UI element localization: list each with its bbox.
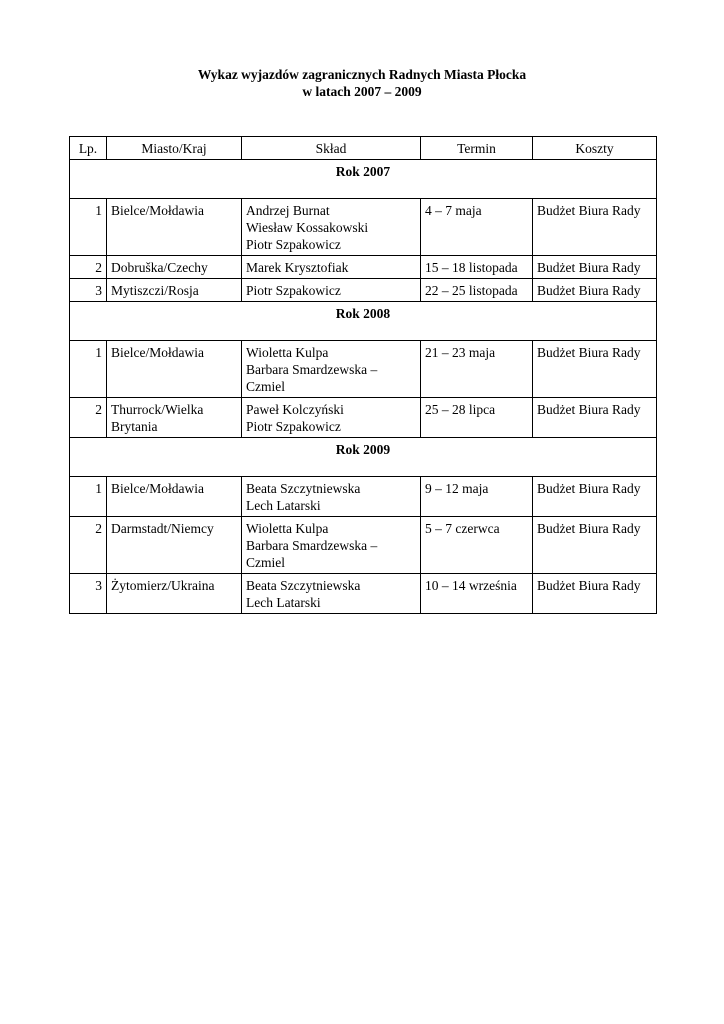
cell-city: Żytomierz/Ukraina (107, 574, 242, 614)
header-crew: Skład (242, 137, 421, 160)
header-term: Termin (421, 137, 533, 160)
crew-member: Andrzej Burnat (246, 203, 330, 218)
table-row (70, 517, 657, 574)
year-row (70, 438, 657, 477)
cell-city: Bielce/Mołdawia (107, 341, 242, 398)
cell-cost: Budżet Biura Rady (533, 574, 657, 614)
cell-crew (242, 517, 421, 574)
trips-table (69, 136, 657, 614)
cell-lp: 1 (70, 341, 107, 398)
cell-crew (242, 256, 421, 279)
year-heading: Rok 2009 (70, 438, 657, 477)
cell-city: Darmstadt/Niemcy (107, 517, 242, 574)
trips-body (70, 160, 657, 614)
cell-lp: 2 (70, 398, 107, 438)
crew-member: Beata Szczytniewska (246, 481, 361, 496)
header-lp: Lp. (70, 137, 107, 160)
cell-cost: Budżet Biura Rady (533, 398, 657, 438)
crew-member: Wioletta Kulpa (246, 345, 329, 360)
crew-member: Beata Szczytniewska (246, 578, 361, 593)
crew-member: Barbara Smardzewska – Czmiel (246, 362, 378, 394)
title-line-1: Wykaz wyjazdów zagranicznych Radnych Miasta Płocka (197, 67, 527, 82)
cell-term: 22 – 25 listopada (421, 279, 533, 302)
crew-member: Piotr Szpakowicz (246, 237, 341, 252)
header-cost: Koszty (533, 137, 657, 160)
year-row (70, 160, 657, 199)
year-row (70, 302, 657, 341)
cell-crew (242, 398, 421, 438)
cell-city: Dobruška/Czechy (107, 256, 242, 279)
cell-city: Mytiszczi/Rosja (107, 279, 242, 302)
crew-member: Piotr Szpakowicz (246, 419, 341, 434)
cell-lp: 1 (70, 477, 107, 517)
crew-member: Barbara Smardzewska – Czmiel (246, 538, 378, 570)
cell-city: Bielce/Mołdawia (107, 199, 242, 256)
cell-term: 9 – 12 maja (421, 477, 533, 517)
cell-crew (242, 279, 421, 302)
cell-cost: Budżet Biura Rady (533, 256, 657, 279)
cell-cost: Budżet Biura Rady (533, 199, 657, 256)
year-heading: Rok 2008 (70, 302, 657, 341)
cell-lp: 3 (70, 279, 107, 302)
crew-member: Marek Krysztofiak (246, 260, 349, 275)
crew-member: Paweł Kolczyński (246, 402, 344, 417)
cell-lp: 3 (70, 574, 107, 614)
table-row (70, 256, 657, 279)
document-title (0, 66, 724, 100)
cell-city: Thurrock/Wielka Brytania (107, 398, 242, 438)
cell-cost: Budżet Biura Rady (533, 279, 657, 302)
cell-crew (242, 574, 421, 614)
crew-member: Piotr Szpakowicz (246, 283, 341, 298)
crew-member: Lech Latarski (246, 595, 321, 610)
crew-member: Wiesław Kossakowski (246, 220, 369, 235)
table-row (70, 341, 657, 398)
cell-term: 4 – 7 maja (421, 199, 533, 256)
table-row (70, 199, 657, 256)
cell-cost: Budżet Biura Rady (533, 477, 657, 517)
crew-member: Wioletta Kulpa (246, 521, 329, 536)
table-row (70, 477, 657, 517)
year-heading: Rok 2007 (70, 160, 657, 199)
cell-cost: Budżet Biura Rady (533, 517, 657, 574)
cell-term: 5 – 7 czerwca (421, 517, 533, 574)
cell-term: 25 – 28 lipca (421, 398, 533, 438)
table-row (70, 574, 657, 614)
cell-crew (242, 477, 421, 517)
cell-cost: Budżet Biura Rady (533, 341, 657, 398)
header-row (70, 137, 657, 160)
cell-crew (242, 341, 421, 398)
cell-crew (242, 199, 421, 256)
cell-lp: 2 (70, 517, 107, 574)
cell-lp: 1 (70, 199, 107, 256)
title-line-2: w latach 2007 – 2009 (302, 84, 422, 99)
cell-term: 15 – 18 listopada (421, 256, 533, 279)
table-row (70, 279, 657, 302)
crew-member: Lech Latarski (246, 498, 321, 513)
cell-term: 21 – 23 maja (421, 341, 533, 398)
header-city: Miasto/Kraj (107, 137, 242, 160)
table-row (70, 398, 657, 438)
cell-term: 10 – 14 września (421, 574, 533, 614)
cell-lp: 2 (70, 256, 107, 279)
cell-city: Bielce/Mołdawia (107, 477, 242, 517)
